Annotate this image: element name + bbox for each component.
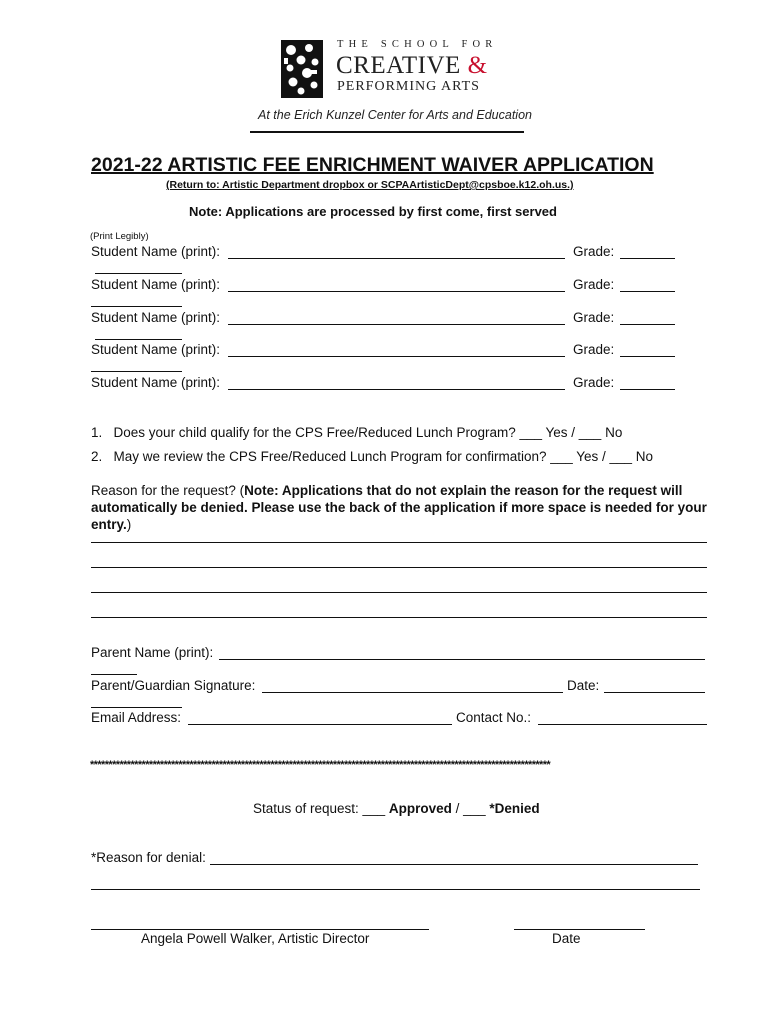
student-name-label: Student Name (print):	[91, 375, 221, 390]
grade-label: Grade:	[573, 277, 615, 292]
student-name-label: Student Name (print):	[91, 310, 221, 325]
return-instructions: (Return to: Artistic Department dropbox or SCPAArtisticDept@cpsboe.k12.oh.us.)	[166, 179, 574, 191]
signature-label: Parent/Guardian Signature:	[91, 678, 256, 693]
email-label: Email Address:	[91, 710, 182, 725]
director-signature-line[interactable]	[91, 929, 429, 930]
director-name: Angela Powell Walker, Artistic Director	[141, 931, 370, 946]
grade-label: Grade:	[573, 244, 615, 259]
overflow-line	[95, 339, 182, 340]
denial-line-2[interactable]	[91, 889, 700, 890]
denial-field[interactable]	[210, 864, 698, 865]
status-of-request	[253, 801, 540, 816]
grade-field[interactable]	[620, 389, 675, 390]
grade-label: Grade:	[573, 342, 615, 357]
denial-label: *Reason for denial:	[91, 850, 206, 865]
logo-divider	[250, 131, 524, 133]
director-date-label: Date	[552, 931, 581, 946]
question-text: May we review the CPS Free/Reduced Lunch Program for confirmation? ___ Yes / ___ No	[113, 449, 654, 464]
logo-tagline: At the Erich Kunzel Center for Arts and Education	[258, 108, 532, 122]
logo-ampersand: &	[467, 52, 488, 79]
question-text: Does your child qualify for the CPS Free/Reduced Lunch Program? ___ Yes / ___ No	[113, 425, 623, 440]
student-name-field[interactable]	[228, 324, 565, 325]
parent-date-label: Date:	[567, 678, 600, 693]
student-name-label: Student Name (print):	[91, 342, 221, 357]
signature-field[interactable]	[262, 692, 563, 693]
overflow-line	[95, 273, 182, 274]
processing-note: Note: Applications are processed by first come, first served	[189, 204, 557, 219]
grade-field[interactable]	[620, 291, 675, 292]
grade-field[interactable]	[620, 356, 675, 357]
grade-label: Grade:	[573, 310, 615, 325]
student-name-label: Student Name (print):	[91, 244, 221, 259]
grade-label: Grade:	[573, 375, 615, 390]
question-1	[91, 425, 622, 440]
reason-line[interactable]	[91, 567, 707, 568]
question-number: 1.	[91, 425, 103, 440]
overflow-line	[91, 707, 182, 708]
student-name-field[interactable]	[228, 258, 565, 259]
grade-field[interactable]	[620, 258, 675, 259]
email-field[interactable]	[188, 724, 452, 725]
status-denied: *Denied	[489, 801, 540, 816]
parent-name-field[interactable]	[219, 659, 705, 660]
contact-label: Contact No.:	[456, 710, 532, 725]
status-approved: Approved	[388, 801, 452, 816]
student-name-field[interactable]	[228, 389, 565, 390]
logo-creative-word: CREATIVE	[336, 52, 461, 79]
student-name-field[interactable]	[228, 356, 565, 357]
logo-creative	[336, 52, 488, 80]
contact-field[interactable]	[538, 724, 707, 725]
reason-lead: Reason for the request? (	[91, 483, 245, 498]
logo-line-1: THE SCHOOL FOR	[337, 39, 498, 50]
reason-line[interactable]	[91, 592, 707, 593]
student-name-field[interactable]	[228, 291, 565, 292]
asterisk-divider: *****************************************************************************************************************************	[90, 759, 551, 771]
question-2	[91, 449, 653, 464]
status-prefix: Status of request: ___	[253, 801, 389, 816]
logo-line-3: PERFORMING ARTS	[337, 79, 480, 94]
parent-date-field[interactable]	[604, 692, 705, 693]
grade-field[interactable]	[620, 324, 675, 325]
question-number: 2.	[91, 449, 103, 464]
status-middle: / ___	[451, 801, 490, 816]
parent-name-label: Parent Name (print):	[91, 645, 214, 660]
overflow-line	[91, 371, 182, 372]
reason-tail: )	[126, 517, 132, 532]
director-date-line[interactable]	[514, 929, 645, 930]
reason-line[interactable]	[91, 617, 707, 618]
reason-prompt	[91, 482, 711, 533]
student-name-label: Student Name (print):	[91, 277, 221, 292]
form-title: 2021-22 ARTISTIC FEE ENRICHMENT WAIVER APPLICATION	[91, 154, 654, 176]
overflow-line	[91, 306, 182, 307]
print-legibly-note: (Print Legibly)	[90, 231, 149, 242]
reason-line[interactable]	[91, 542, 707, 543]
reason-warning: Note: Applications that do not explain the reason for the request will automatically be denied. Please use the back of the application if more space is needed for your entry.	[91, 483, 707, 532]
overflow-line	[91, 674, 137, 675]
school-logo-icon	[281, 40, 323, 98]
